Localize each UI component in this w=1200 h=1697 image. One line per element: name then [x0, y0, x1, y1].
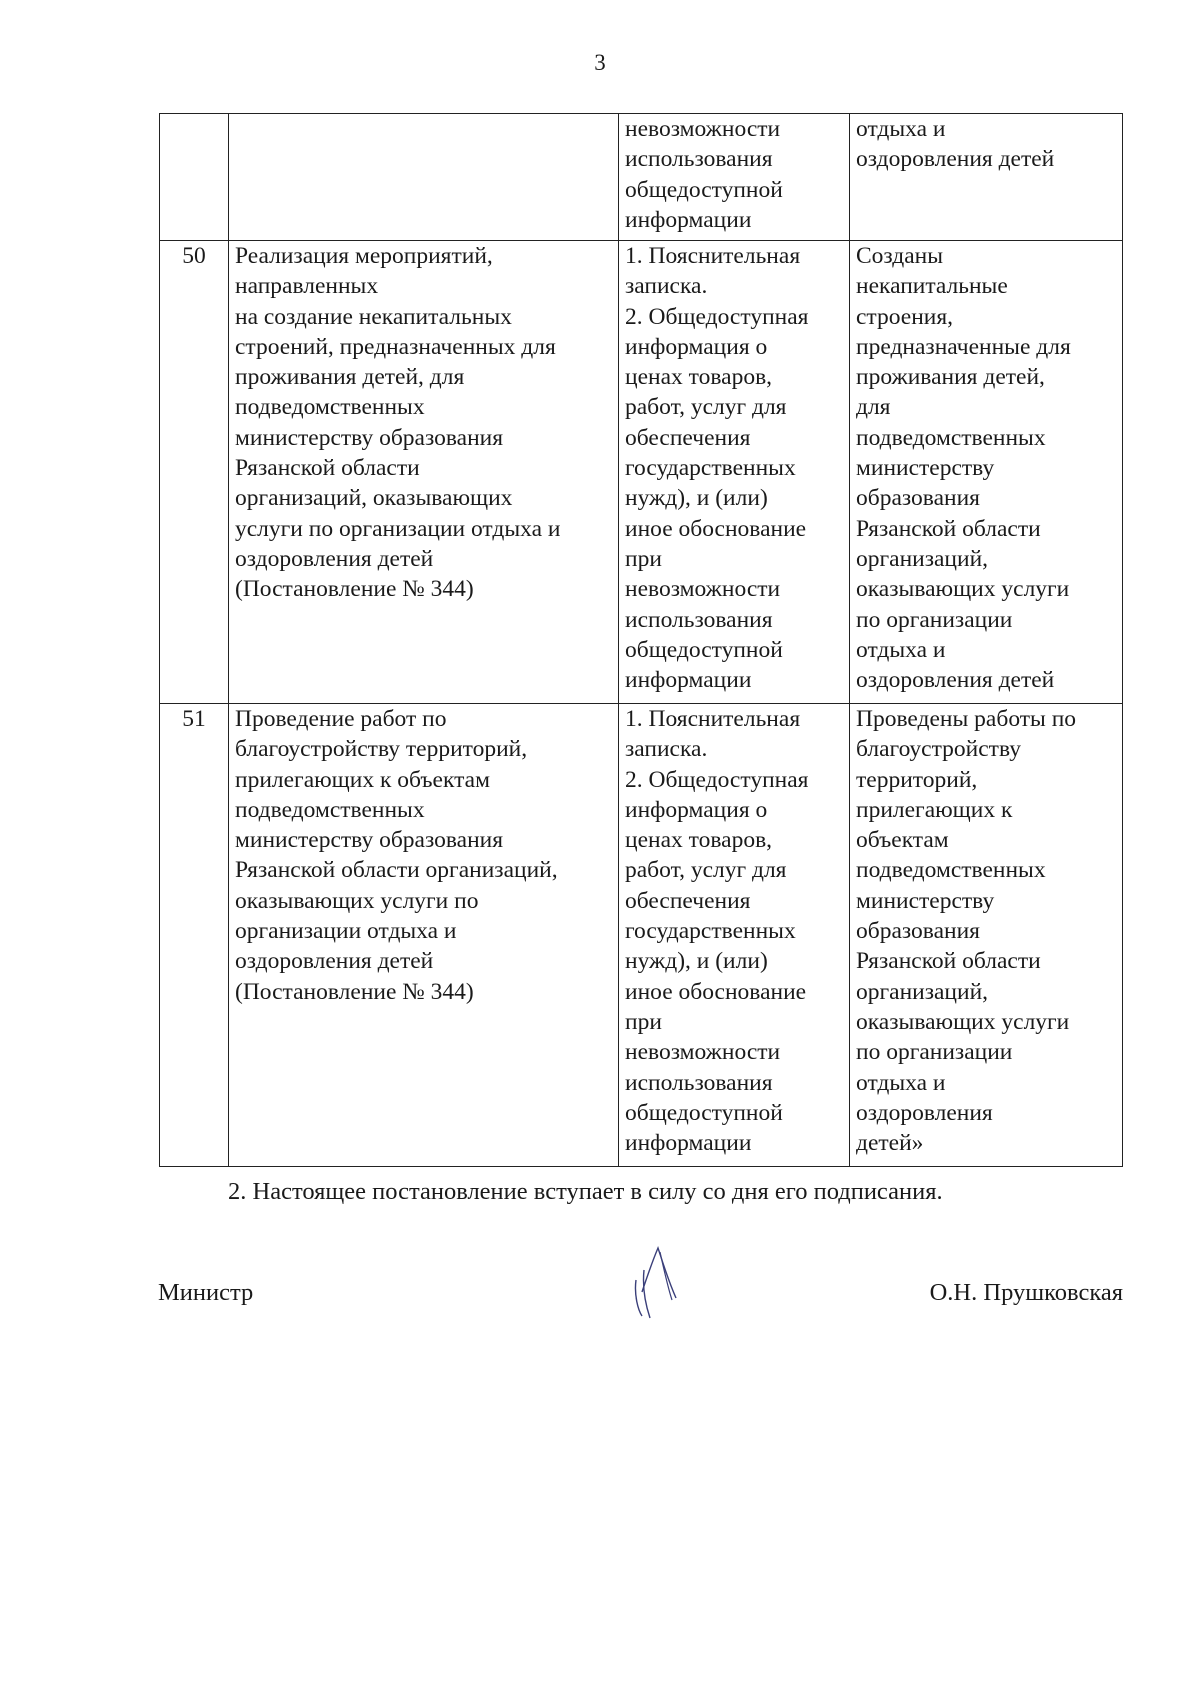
cell-text-line: 2. Общедоступная	[625, 303, 809, 330]
cell-text-line: Проведение работ по	[235, 706, 447, 732]
measures-table	[159, 113, 1123, 1167]
cell-text-line: организаций, оказывающих	[235, 485, 513, 512]
cell-text-line: прилегающих к	[856, 796, 1013, 823]
cell-text-line: услуги по организации отдыха и	[235, 515, 561, 542]
table-row	[160, 114, 1123, 241]
cell-text-line: некапитальные	[856, 273, 1008, 300]
cell-text-line: записка.	[625, 736, 708, 763]
cell-text-line: обеспечения	[625, 424, 751, 451]
documents-cell	[619, 704, 850, 1167]
table-row	[160, 241, 1123, 704]
cell-text-line: на создание некапитальных	[235, 303, 512, 330]
cell-text-line: объектам	[856, 827, 949, 854]
cell-text-line: при	[625, 1008, 662, 1035]
cell-text-line: предназначенные для	[856, 333, 1071, 360]
cell-text-line: подведомственных	[235, 394, 425, 421]
cell-text-line: (Постановление № 344)	[235, 576, 474, 603]
cell-text-line: оздоровления	[856, 1099, 993, 1126]
cell-text-line: нужд), и (или)	[625, 948, 768, 975]
cell-text-line: детей»	[856, 1130, 924, 1157]
cell-text-line: территорий,	[856, 766, 978, 793]
cell-text-line: отдыха и	[856, 636, 946, 663]
measure-cell	[229, 241, 619, 704]
cell-text-line: Рязанской области	[235, 455, 420, 482]
row-number-cell	[160, 114, 229, 241]
cell-text-line: Проведены работы по	[856, 706, 1077, 732]
row-number-cell	[160, 241, 229, 704]
measures-table-body	[160, 114, 1123, 1167]
cell-text-line: Рязанской области организаций,	[235, 857, 558, 884]
cell-text-line: использования	[625, 1069, 773, 1096]
cell-text-line: работ, услуг для	[625, 394, 787, 421]
cell-text-line: информации	[625, 667, 752, 694]
cell-text-line: министерству образования	[235, 827, 504, 854]
cell-text-line: государственных	[625, 918, 796, 945]
signer-title: Министр	[158, 1279, 254, 1306]
result-cell	[850, 114, 1123, 241]
cell-text-line: нужд), и (или)	[625, 485, 768, 512]
row-number-cell	[160, 704, 229, 1167]
cell-text-line: ценах товаров,	[625, 364, 773, 391]
closing-paragraph: 2. Настоящее постановление вступает в силу со дня его подписания.	[228, 1178, 943, 1205]
cell-text-line: подведомственных	[856, 424, 1046, 451]
cell-text-line: невозможности	[625, 1039, 781, 1066]
cell-text-line: работ, услуг для	[625, 857, 787, 884]
page-number: 3	[594, 50, 606, 75]
cell-text-line: информация о	[625, 333, 768, 360]
cell-text-line: Рязанской области	[856, 948, 1041, 975]
cell-text-line: проживания детей, для	[235, 364, 465, 391]
cell-text-line: по организации	[856, 606, 1013, 633]
documents-cell	[619, 241, 850, 704]
cell-text-line: образования	[856, 485, 980, 512]
cell-text-line: Реализация мероприятий,	[235, 243, 493, 269]
cell-text-line: подведомственных	[235, 796, 425, 823]
cell-text-line: проживания детей,	[856, 364, 1045, 391]
cell-text-line: строений, предназначенных для	[235, 333, 556, 360]
table-row	[160, 704, 1123, 1167]
result-cell	[850, 704, 1123, 1167]
row-number: 50	[182, 243, 206, 269]
cell-text-line: иное обоснование	[625, 515, 807, 542]
cell-text-line: 1. Пояснительная	[625, 706, 801, 732]
cell-text-line: оздоровления детей	[856, 146, 1055, 173]
cell-text-line: невозможности	[625, 116, 781, 142]
cell-text-line: образования	[856, 918, 980, 945]
cell-text-line: строения,	[856, 303, 954, 330]
measure-cell	[229, 704, 619, 1167]
cell-text-line: министерству	[856, 887, 995, 914]
cell-text-line: государственных	[625, 455, 796, 482]
cell-text-line: оздоровления детей	[235, 545, 434, 572]
cell-text-line: Созданы	[856, 243, 944, 269]
cell-text-line: оздоровления детей	[856, 667, 1055, 694]
cell-text-line: использования	[625, 606, 773, 633]
cell-text-line: организаций,	[856, 545, 989, 572]
cell-text-line: министерству	[856, 455, 995, 482]
cell-text-line: 1. Пояснительная	[625, 243, 801, 269]
cell-text-line: при	[625, 545, 662, 572]
result-cell	[850, 241, 1123, 704]
cell-text-line: информация о	[625, 796, 768, 823]
cell-text-line: информации	[625, 206, 752, 233]
cell-text-line: информации	[625, 1130, 752, 1157]
cell-text-line: общедоступной	[625, 636, 783, 663]
cell-text-line: благоустройству территорий,	[235, 736, 528, 763]
cell-text-line: оказывающих услуги	[856, 576, 1070, 603]
cell-text-line: для	[856, 394, 891, 421]
signature-mark	[628, 1240, 698, 1320]
cell-text-line: оздоровления детей	[235, 948, 434, 975]
signer-name: О.Н. Прушковская	[929, 1279, 1123, 1306]
cell-text-line: отдыха и	[856, 1069, 946, 1096]
cell-text-line: использования	[625, 146, 773, 173]
cell-text-line: подведомственных	[856, 857, 1046, 884]
cell-text-line: министерству образования	[235, 424, 504, 451]
cell-text-line: ценах товаров,	[625, 827, 773, 854]
cell-text-line: иное обоснование	[625, 978, 807, 1005]
cell-text-line: (Постановление № 344)	[235, 978, 474, 1005]
measure-cell	[229, 114, 619, 241]
cell-text-line: общедоступной	[625, 1099, 783, 1126]
cell-text-line: невозможности	[625, 576, 781, 603]
cell-text-line: оказывающих услуги по	[235, 887, 479, 914]
cell-text-line: организаций,	[856, 978, 989, 1005]
cell-text-line: Рязанской области	[856, 515, 1041, 542]
cell-text-line: благоустройству	[856, 736, 1021, 763]
cell-text-line: прилегающих к объектам	[235, 766, 490, 793]
cell-text-line: 2. Общедоступная	[625, 766, 809, 793]
cell-text-line: общедоступной	[625, 176, 783, 203]
cell-text-line: обеспечения	[625, 887, 751, 914]
cell-text-line: оказывающих услуги	[856, 1008, 1070, 1035]
documents-cell	[619, 114, 850, 241]
cell-text-line: отдыха и	[856, 116, 946, 142]
row-number: 51	[182, 706, 206, 732]
cell-text-line: направленных	[235, 273, 379, 300]
cell-text-line: организации отдыха и	[235, 918, 457, 945]
cell-text-line: записка.	[625, 273, 708, 300]
cell-text-line: по организации	[856, 1039, 1013, 1066]
